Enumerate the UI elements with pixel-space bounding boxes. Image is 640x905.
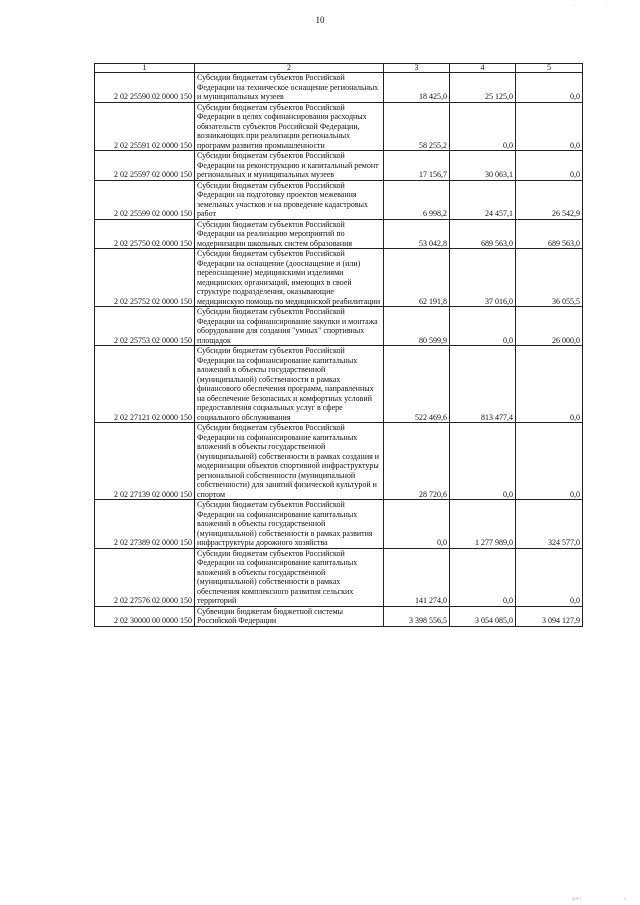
scan-mark-bottom-right: 1 bbox=[624, 896, 626, 901]
row-value-col5: 26 000,0 bbox=[516, 307, 583, 346]
row-name: Субсидии бюджетам субъектов Российской Федерации на подготовку проектов межевания земельных участков и на проведение кадастровых работ bbox=[195, 180, 384, 219]
row-code: 2 02 27121 02 0000 150 bbox=[95, 346, 195, 423]
row-value-col3: 53 042,8 bbox=[384, 219, 450, 249]
row-name: Субсидии бюджетам субъектов Российской Федерации на реконструкцию и капитальный ремонт региональных и муниципальных музеев bbox=[195, 151, 384, 181]
row-code: 2 02 25750 02 0000 150 bbox=[95, 219, 195, 249]
table-row bbox=[95, 151, 583, 181]
table-row bbox=[95, 500, 583, 549]
row-value-col4: 813 477,4 bbox=[450, 346, 516, 423]
row-name: Субсидии бюджетам субъектов Российской Федерации на софинансирование капитальных вложений в объекты государственной (муниципальной) собственности в рамках финансового обеспечения программ, направленных на обеспечение безопасных и комфортных условий предоставления социальных услуг в сфере социального обслуживания bbox=[195, 346, 384, 423]
row-code: 2 02 25599 02 0000 150 bbox=[95, 180, 195, 219]
row-value-col5: 0,0 bbox=[516, 102, 583, 151]
table-row bbox=[95, 606, 583, 626]
table-header bbox=[95, 64, 583, 73]
row-value-col4: 0,0 bbox=[450, 307, 516, 346]
row-name: Субсидии бюджетам субъектов Российской Федерации на софинансирование закупки и монтажа оборудования для создания "умных" спортивных площадок bbox=[195, 307, 384, 346]
row-value-col4: 3 054 085,0 bbox=[450, 606, 516, 626]
row-value-col4: 689 563,0 bbox=[450, 219, 516, 249]
scan-mark-bottom: (2 8 ) bbox=[572, 896, 581, 901]
row-name: Субвенции бюджетам бюджетной системы Российской Федерации bbox=[195, 606, 384, 626]
table-row bbox=[95, 548, 583, 606]
row-value-col5: 0,0 bbox=[516, 423, 583, 500]
table-row bbox=[95, 73, 583, 103]
row-code: 2 02 25753 02 0000 150 bbox=[95, 307, 195, 346]
table-row bbox=[95, 249, 583, 307]
header-col-2: 2 bbox=[195, 64, 384, 73]
header-col-5: 5 bbox=[516, 64, 583, 73]
row-name: Субсидии бюджетам субъектов Российской Федерации на софинансирование капитальных вложений в объекты государственной (муниципальной) собственности в рамках создания и модернизации объектов спортивной инфраструктуры региональной собственности (муниципальной собственности) для занятий физической культурой и спортом bbox=[195, 423, 384, 500]
row-value-col5: 689 563,0 bbox=[516, 219, 583, 249]
row-value-col3: 58 255,2 bbox=[384, 102, 450, 151]
row-value-col3: 3 398 556,5 bbox=[384, 606, 450, 626]
row-value-col5: 0,0 bbox=[516, 151, 583, 181]
row-value-col5: 36 055,5 bbox=[516, 249, 583, 307]
header-col-3: 3 bbox=[384, 64, 450, 73]
row-value-col4: 25 125,0 bbox=[450, 73, 516, 103]
table-row bbox=[95, 219, 583, 249]
row-value-col5: 3 094 127,9 bbox=[516, 606, 583, 626]
table-row bbox=[95, 423, 583, 500]
row-code: 2 02 25597 02 0000 150 bbox=[95, 151, 195, 181]
row-value-col5: 324 577,0 bbox=[516, 500, 583, 549]
scan-mark-top-right: ... bbox=[606, 2, 609, 7]
row-code: 2 02 27389 02 0000 150 bbox=[95, 500, 195, 549]
row-value-col3: 18 425,0 bbox=[384, 73, 450, 103]
row-value-col3: 0,0 bbox=[384, 500, 450, 549]
row-code: 2 02 25590 02 0000 150 bbox=[95, 73, 195, 103]
row-value-col4: 37 016,0 bbox=[450, 249, 516, 307]
table-row bbox=[95, 346, 583, 423]
table-row bbox=[95, 180, 583, 219]
row-name: Субсидии бюджетам субъектов Российской Федерации в целях софинансирования расходных обязательств субъектов Российской Федерации, возникающих при реализации региональных программ развития промышленности bbox=[195, 102, 384, 151]
row-code: 2 02 30000 00 0000 150 bbox=[95, 606, 195, 626]
row-code: 2 02 27576 02 0000 150 bbox=[95, 548, 195, 606]
row-value-col3: 6 998,2 bbox=[384, 180, 450, 219]
row-name: Субсидии бюджетам субъектов Российской Федерации на оснащение (дооснащение и (или) переоснащение) медицинскими изделиями медицинских организаций, имеющих в своей структуре подразделения, оказывающие медицинскую помощь по медицинской реабилитации bbox=[195, 249, 384, 307]
row-value-col4: 1 277 989,0 bbox=[450, 500, 516, 549]
table-row bbox=[95, 102, 583, 151]
row-code: 2 02 25591 02 0000 150 bbox=[95, 102, 195, 151]
page-number: 10 bbox=[315, 15, 325, 25]
row-value-col3: 141 274,0 bbox=[384, 548, 450, 606]
row-name: Субсидии бюджетам субъектов Российской Федерации на софинансирование капитальных вложений в объекты государственной (муниципальной) собственности в рамках обеспечения комплексного развития сельских территорий bbox=[195, 548, 384, 606]
row-value-col4: 0,0 bbox=[450, 423, 516, 500]
row-value-col3: 17 156,7 bbox=[384, 151, 450, 181]
row-value-col5: 0,0 bbox=[516, 548, 583, 606]
row-value-col4: 0,0 bbox=[450, 102, 516, 151]
row-value-col4: 0,0 bbox=[450, 548, 516, 606]
row-value-col4: 24 457,1 bbox=[450, 180, 516, 219]
row-code: 2 02 27139 02 0000 150 bbox=[95, 423, 195, 500]
row-value-col3: 80 599,9 bbox=[384, 307, 450, 346]
row-code: 2 02 25752 02 0000 150 bbox=[95, 249, 195, 307]
row-name: Субсидии бюджетам субъектов Российской Федерации на техническое оснащение региональных и муниципальных музеев bbox=[195, 73, 384, 103]
row-value-col3: 28 720,6 bbox=[384, 423, 450, 500]
header-col-4: 4 bbox=[450, 64, 516, 73]
row-name: Субсидии бюджетам субъектов Российской Федерации на реализацию мероприятий по модернизации школьных систем образования bbox=[195, 219, 384, 249]
row-value-col5: 0,0 bbox=[516, 73, 583, 103]
row-value-col3: 62 191,8 bbox=[384, 249, 450, 307]
budget-table bbox=[94, 63, 583, 627]
row-value-col5: 0,0 bbox=[516, 346, 583, 423]
table-row bbox=[95, 307, 583, 346]
row-name: Субсидии бюджетам субъектов Российской Федерации на софинансирование капитальных вложений в объекты государственной (муниципальной) собственности в рамках развития инфраструктуры дорожного хозяйства bbox=[195, 500, 384, 549]
header-col-1: 1 bbox=[95, 64, 195, 73]
row-value-col3: 522 469,6 bbox=[384, 346, 450, 423]
row-value-col4: 30 063,1 bbox=[450, 151, 516, 181]
row-value-col5: 26 542,9 bbox=[516, 180, 583, 219]
scan-mark-top: ... bbox=[572, 2, 575, 7]
